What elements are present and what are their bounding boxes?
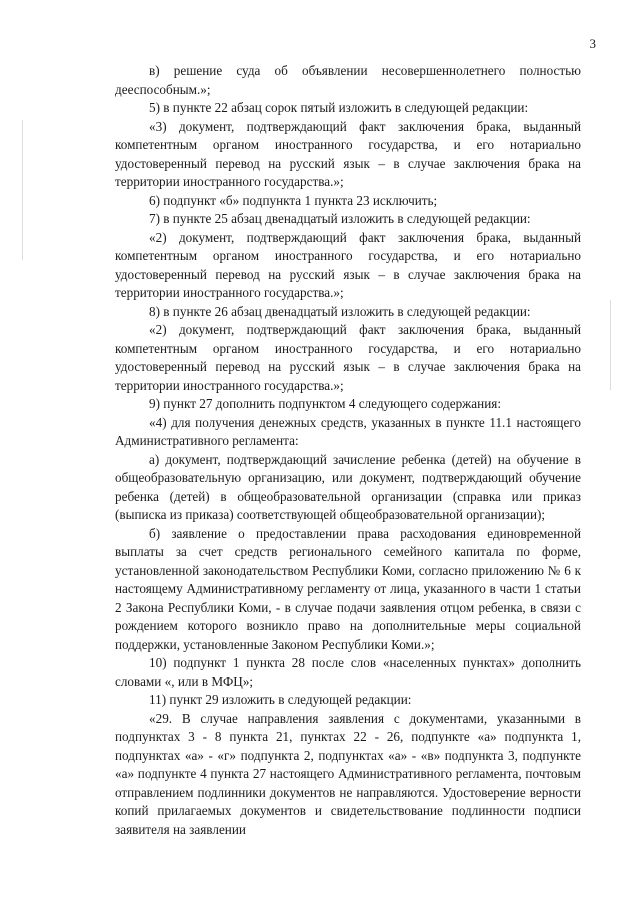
paragraph: а) документ, подтверждающий зачисление ребенка (детей) на обучение в общеобразовательную организацию, или документ, подтверждающий обучение ребенка (детей) в общеобразовательной организации (справка или приказ (выписка из приказа) соответствующей общеобразовательной организации); — [115, 451, 581, 522]
paragraph: «3) документ, подтверждающий факт заключения брака, выданный компетентным органом иностранного государства, и его нотариально удостоверенный перевод на русский язык – в случае заключения брака на территории иностранного государства.»; — [115, 118, 581, 189]
paragraph: 10) подпункт 1 пункта 28 после слов «населенных пунктах» дополнить словами «, или в МФЦ»; — [115, 655, 581, 689]
paragraph: «4) для получения денежных средств, указанных в пункте 11.1 настоящего Административного регламента: — [115, 414, 581, 448]
paragraph: в) решение суда об объявлении несовершеннолетнего полностью дееспособным.»; — [115, 63, 581, 97]
paragraph: 7) в пункте 25 абзац двенадцатый изложить в следующей редакции: — [149, 211, 531, 226]
paragraph: «2) документ, подтверждающий факт заключения брака, выданный компетентным органом иностранного государства, и его нотариально удостоверенный перевод на русский язык – в случае заключения брака на территории иностранного государства.»; — [115, 229, 581, 300]
page-number: 3 — [589, 36, 596, 51]
paragraph: «2) документ, подтверждающий факт заключения брака, выданный компетентным органом иностранного государства, и его нотариально удостоверенный перевод на русский язык – в случае заключения брака на территории иностранного государства.»; — [115, 322, 581, 393]
paragraph: 8) в пункте 26 абзац двенадцатый изложить в следующей редакции: — [149, 303, 531, 319]
paragraph: «29. В случае направления заявления с документами, указанными в подпунктах 3 - 8 пункта 21, пунктах 22 - 26, подпункте «а» подпункта 1, подпунктах «а» - «г» подпункта 2, подпунктах «а» - «в» подпункта 3, подпункте «а» подпункте 4 пункта 27 настоящего Административного регламента, почтовым отправлением подлинники документов не направляются. Удостоверение верности копий прилагаемых документов и свидетельствование подлинности подписи заявителя на заявлении — [115, 710, 581, 837]
paragraph: 6) подпункт «б» подпункта 1 пункта 23 исключить; — [149, 192, 438, 208]
scan-artifact-right — [610, 300, 611, 390]
document-body — [115, 62, 581, 839]
paragraph: 11) пункт 29 изложить в следующей редакции: — [149, 692, 412, 707]
paragraph: 9) пункт 27 дополнить подпунктом 4 следующего содержания: — [149, 396, 501, 411]
paragraph: б) заявление о предоставлении права расходования единовременной выплаты за счет средств регионального семейного капитала по форме, установленной законодательством Республики Коми, согласно приложению № 6 к настоящему Административному регламенту от лица, указанного в части 1 статьи 2 Закона Республики Коми, - в случае подачи заявления отцом ребенка, в связи с рождением которого возникло право на дополнительные меры социальной поддержки, установленные Законом Республики Коми.»; — [115, 525, 581, 652]
scan-artifact-left — [22, 120, 23, 260]
paragraph: 5) в пункте 22 абзац сорок пятый изложить в следующей редакции: — [149, 100, 529, 115]
